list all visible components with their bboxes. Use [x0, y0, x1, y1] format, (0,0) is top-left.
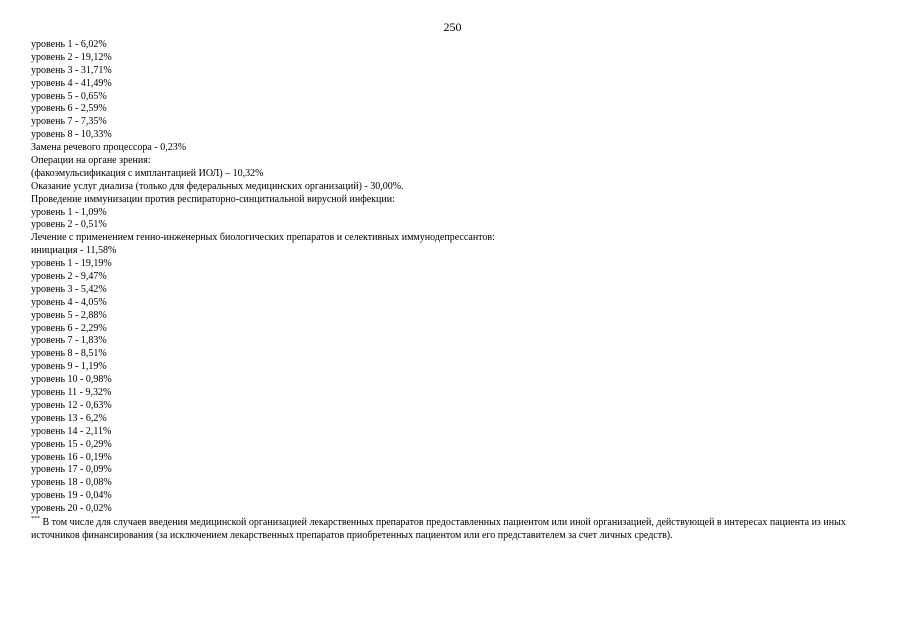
text-line: уровень 8 - 10,33% — [31, 129, 112, 141]
text-line: уровень 2 - 0,51% — [31, 219, 107, 231]
text-line: Оказание услуг диализа (только для федеральных медицинских организаций) - 30,00%. — [31, 180, 404, 192]
text-line: уровень 15 - 0,29% — [31, 438, 112, 450]
text-line: уровень 5 - 0,65% — [31, 90, 107, 102]
text-line: уровень 13 - 6,2% — [31, 412, 107, 424]
text-line: уровень 2 - 9,47% — [31, 271, 107, 283]
text-line: уровень 5 - 2,88% — [31, 309, 107, 321]
text-line: Лечение с применением генно-инженерных биологических препаратов и селективных иммунодепрессантов: — [31, 232, 495, 244]
text-line: уровень 18 - 0,08% — [31, 477, 112, 489]
text-line: уровень 19 - 0,04% — [31, 490, 112, 502]
text-line: Проведение иммунизации против респираторно-синцитиальной вирусной инфекции: — [31, 193, 395, 205]
footnote-text: В том числе для случаев введения медицинской организацией лекарственных препаратов предоставленных пациентом или иной организацией, действующей в интересах пациента из иных источников финансирования (за исключением лекарственных препаратов приобретенных пациентом или его представителем за счет личных средств). — [31, 516, 846, 541]
text-line: Замена речевого процессора - 0,23% — [31, 142, 187, 154]
text-line: уровень 4 - 4,05% — [31, 296, 107, 308]
text-line: уровень 3 - 31,71% — [31, 64, 112, 76]
footnote-marker: *** — [31, 515, 40, 522]
text-line: уровень 12 - 0,63% — [31, 399, 112, 411]
footnote — [31, 516, 881, 542]
text-line: инициация - 11,58% — [31, 245, 117, 257]
text-line: уровень 6 - 2,29% — [31, 322, 107, 334]
text-line: уровень 1 - 1,09% — [31, 206, 107, 218]
text-line: уровень 20 - 0,02% — [31, 503, 112, 515]
page-number: 250 — [443, 20, 462, 34]
text-line: уровень 2 - 19,12% — [31, 51, 112, 63]
document-body — [31, 39, 881, 542]
text-line: уровень 9 - 1,19% — [31, 361, 107, 373]
text-lines — [31, 39, 881, 516]
text-line: уровень 17 - 0,09% — [31, 464, 112, 476]
text-line: уровень 4 - 41,49% — [31, 77, 112, 89]
text-line: уровень 1 - 19,19% — [31, 258, 112, 270]
text-line: уровень 6 - 2,59% — [31, 103, 107, 115]
text-line: уровень 8 - 8,51% — [31, 348, 107, 360]
text-line: уровень 10 - 0,98% — [31, 374, 112, 386]
text-line: уровень 3 - 5,42% — [31, 283, 107, 295]
text-line: уровень 7 - 1,83% — [31, 335, 107, 347]
text-line: уровень 7 - 7,35% — [31, 116, 107, 128]
text-line: (факоэмульсификация с имплантацией ИОЛ) – 10,32% — [31, 167, 264, 179]
text-line: уровень 11 - 9,32% — [31, 387, 112, 399]
text-line: уровень 16 - 0,19% — [31, 451, 112, 463]
text-line: Операции на органе зрения: — [31, 155, 151, 167]
text-line: уровень 1 - 6,02% — [31, 39, 107, 50]
text-line: уровень 14 - 2,11% — [31, 425, 112, 437]
